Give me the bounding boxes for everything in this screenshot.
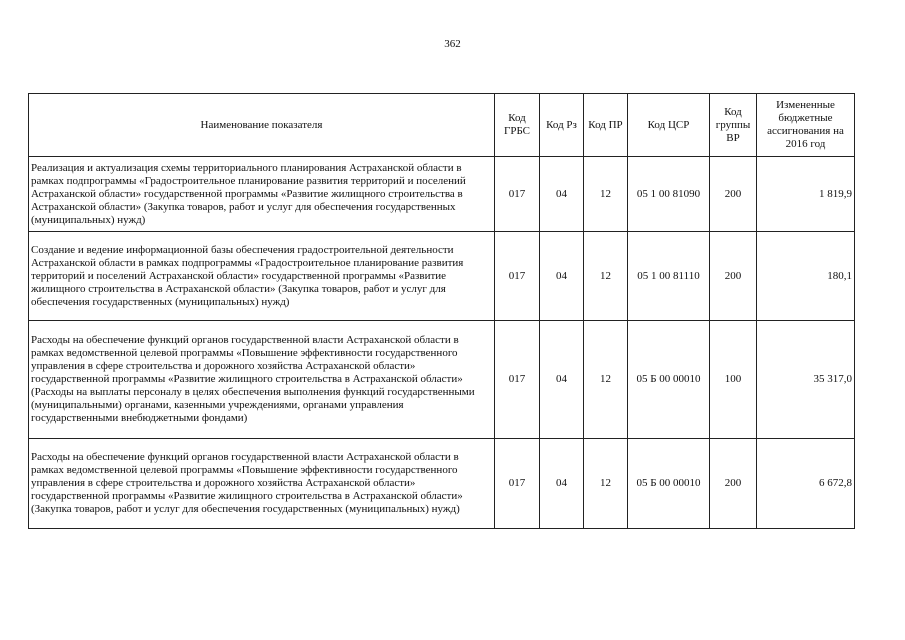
row-amount: 1 819,9 bbox=[757, 157, 855, 232]
row-pr: 12 bbox=[584, 439, 628, 529]
row-rz: 04 bbox=[540, 439, 584, 529]
row-rz: 04 bbox=[540, 321, 584, 439]
table-row bbox=[29, 232, 855, 321]
row-grbs: 017 bbox=[495, 232, 540, 321]
table-row bbox=[29, 439, 855, 529]
budget-table bbox=[28, 93, 855, 529]
row-pr: 12 bbox=[584, 321, 628, 439]
row-name: Расходы на обеспечение функций органов государственной власти Астраханской области в рамках ведомственной целевой программы «Повышение эффективности государственного управления в сфере строительства и дорожного хозяйства Астраханской области» государственной программы «Развитие жилищного строительства в Астраханской области» (Расходы на выплаты персоналу в целях обеспечения выполнения функций государственными (муниципальными) органами, казенными учреждениями, органами управления государственными внебюджетными фондами) bbox=[29, 321, 495, 439]
row-grbs: 017 bbox=[495, 321, 540, 439]
row-rz: 04 bbox=[540, 157, 584, 232]
row-pr: 12 bbox=[584, 232, 628, 321]
header-name: Наименование показателя bbox=[29, 94, 495, 157]
header-amount: Измененные бюджетные ассигнования на 2016 год bbox=[757, 94, 855, 157]
row-grbs: 017 bbox=[495, 439, 540, 529]
row-vr: 200 bbox=[710, 232, 757, 321]
header-vr: Код группы ВР bbox=[710, 94, 757, 157]
table-row bbox=[29, 321, 855, 439]
row-vr: 200 bbox=[710, 439, 757, 529]
row-rz: 04 bbox=[540, 232, 584, 321]
row-csr: 05 1 00 81090 bbox=[628, 157, 710, 232]
row-csr: 05 1 00 81110 bbox=[628, 232, 710, 321]
table-header-row bbox=[29, 94, 855, 157]
row-amount: 35 317,0 bbox=[757, 321, 855, 439]
row-vr: 100 bbox=[710, 321, 757, 439]
row-pr: 12 bbox=[584, 157, 628, 232]
row-csr: 05 Б 00 00010 bbox=[628, 439, 710, 529]
row-name: Создание и ведение информационной базы обеспечения градостроительной деятельности Астраханской области в рамках подпрограммы «Градостроительное планирование развития территорий и поселений Астраханской области» государственной программы «Развитие жилищного строительства в Астраханской области» (Закупка товаров, работ и услуг для обеспечения государственных (муниципальных) нужд) bbox=[29, 232, 495, 321]
row-name: Реализация и актуализация схемы территориального планирования Астраханской области в рамках подпрограммы «Градостроительное планирование развития территорий и поселений Астраханской области» государственной программы «Развитие жилищного строительства в Астраханской области» (Закупка товаров, работ и услуг для обеспечения государственных (муниципальных) нужд) bbox=[29, 157, 495, 232]
row-amount: 6 672,8 bbox=[757, 439, 855, 529]
header-pr: Код ПР bbox=[584, 94, 628, 157]
table-row bbox=[29, 157, 855, 232]
row-csr: 05 Б 00 00010 bbox=[628, 321, 710, 439]
header-csr: Код ЦСР bbox=[628, 94, 710, 157]
page-number: 362 bbox=[444, 38, 461, 50]
row-grbs: 017 bbox=[495, 157, 540, 232]
row-amount: 180,1 bbox=[757, 232, 855, 321]
header-grbs: Код ГРБС bbox=[495, 94, 540, 157]
header-rz: Код Рз bbox=[540, 94, 584, 157]
row-name: Расходы на обеспечение функций органов государственной власти Астраханской области в рамках ведомственной целевой программы «Повышение эффективности государственного управления в сфере строительства и дорожного хозяйства Астраханской области» государственной программы «Развитие жилищного строительства в Астраханской области» (Закупка товаров, работ и услуг для обеспечения государственных (муниципальных) нужд) bbox=[29, 439, 495, 529]
row-vr: 200 bbox=[710, 157, 757, 232]
